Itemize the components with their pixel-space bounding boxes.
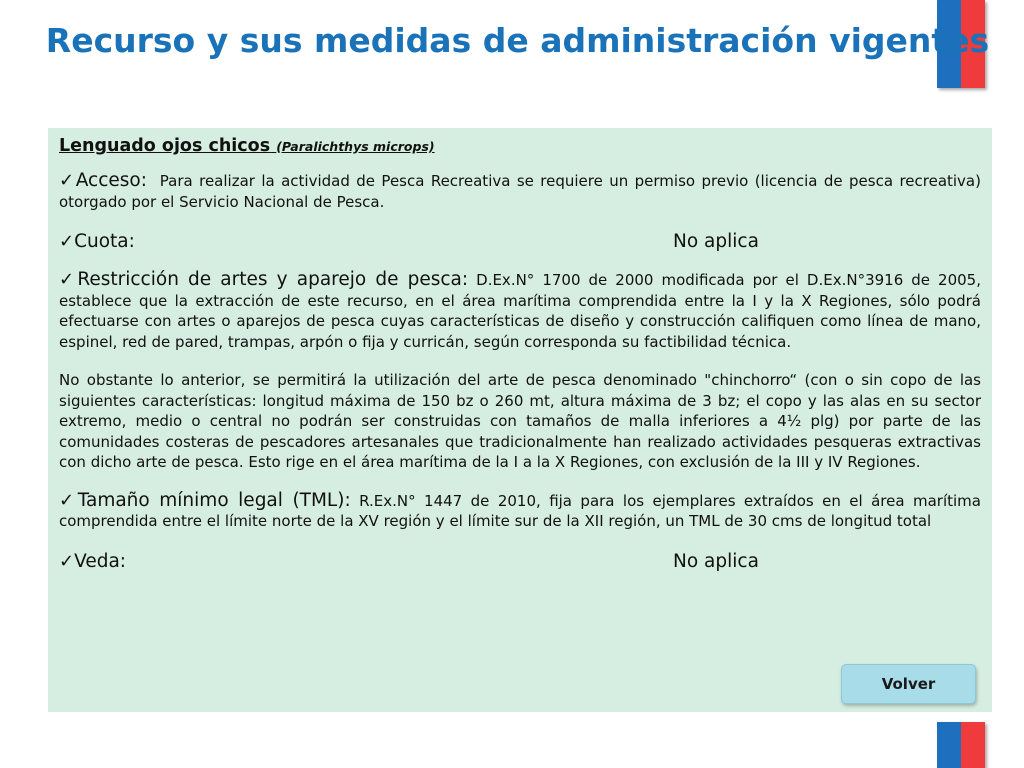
checkmark-icon: ✓ xyxy=(59,550,75,572)
species-heading xyxy=(59,136,981,156)
acceso-label: Acceso: xyxy=(75,170,147,191)
species-scientific-name: (Paralichthys microps) xyxy=(276,139,435,154)
checkmark-icon: ✓ xyxy=(59,170,76,191)
cuota-label: Cuota: xyxy=(74,231,135,252)
tml-label: Tamaño mínimo legal (TML): xyxy=(77,489,351,511)
tml-section xyxy=(59,491,981,532)
checkmark-icon: ✓ xyxy=(59,489,78,511)
veda-value: No aplica xyxy=(673,550,759,572)
acceso-text: Para realizar la actividad de Pesca Recreativa se requiere un permiso previo (licencia de pesca recreativa) otorgado por el Servicio Nacional de Pesca. xyxy=(59,172,981,211)
veda-section xyxy=(59,550,981,574)
restriccion-text: D.Ex.N° 1700 de 2000 modificada por el D.Ex.N°3916 de 2005, establece que la extracción de este recurso, en el área marítima comprendida entre la I y la X Regiones, sólo podrá efectuarse con artes o aparejos de pesca cuyas características de diseño y construcción califiquen como línea de mano, espinel, red de pared, trampas, arpón o fija y curricán, según corresponda su factibilidad técnica. xyxy=(59,271,981,351)
veda-label: Veda: xyxy=(74,550,127,572)
slide-title: Recurso y sus medidas de administración vigentes xyxy=(45,21,990,60)
checkmark-icon: ✓ xyxy=(59,269,78,290)
cuota-section xyxy=(59,230,981,254)
restriccion-label: Restricción de artes y aparejo de pesca: xyxy=(77,269,469,290)
cuota-value: No aplica xyxy=(673,231,759,252)
no-obstante-paragraph: No obstante lo anterior, se permitirá la utilización del arte de pesca denominado "chinchorro“ (con o sin copo de las siguientes características: longitud máxima de 150 bz o 260 mt, altura máxima de 3 bz; el copo y las alas en su sector extremo, medio o central no podrán ser construidas con tamaños de malla inferiores a 4½ plg) por parte de las comunidades costeras de pescadores artesanales que tradicionalmente han realizado actividades pesqueras extractivas con dicho arte de pesca. Esto rige en el área marítima de la I a la X Regiones, con exclusión de la III y IV Regiones. xyxy=(59,371,981,471)
tml-text: R.Ex.N° 1447 de 2010, fija para los ejemplares extraídos en el área marítima comprendida entre el límite norte de la XV región y el límite sur de la XII región, un TML de 30 cms de longitud total xyxy=(59,491,981,530)
volver-button[interactable]: Volver xyxy=(841,664,976,704)
restriccion-section xyxy=(59,270,981,352)
checkmark-icon: ✓ xyxy=(59,231,75,252)
species-name: Lenguado ojos chicos xyxy=(59,136,271,156)
chile-flag-decoration-bottom xyxy=(937,722,985,768)
acceso-section xyxy=(59,171,981,212)
content-panel xyxy=(48,128,992,712)
